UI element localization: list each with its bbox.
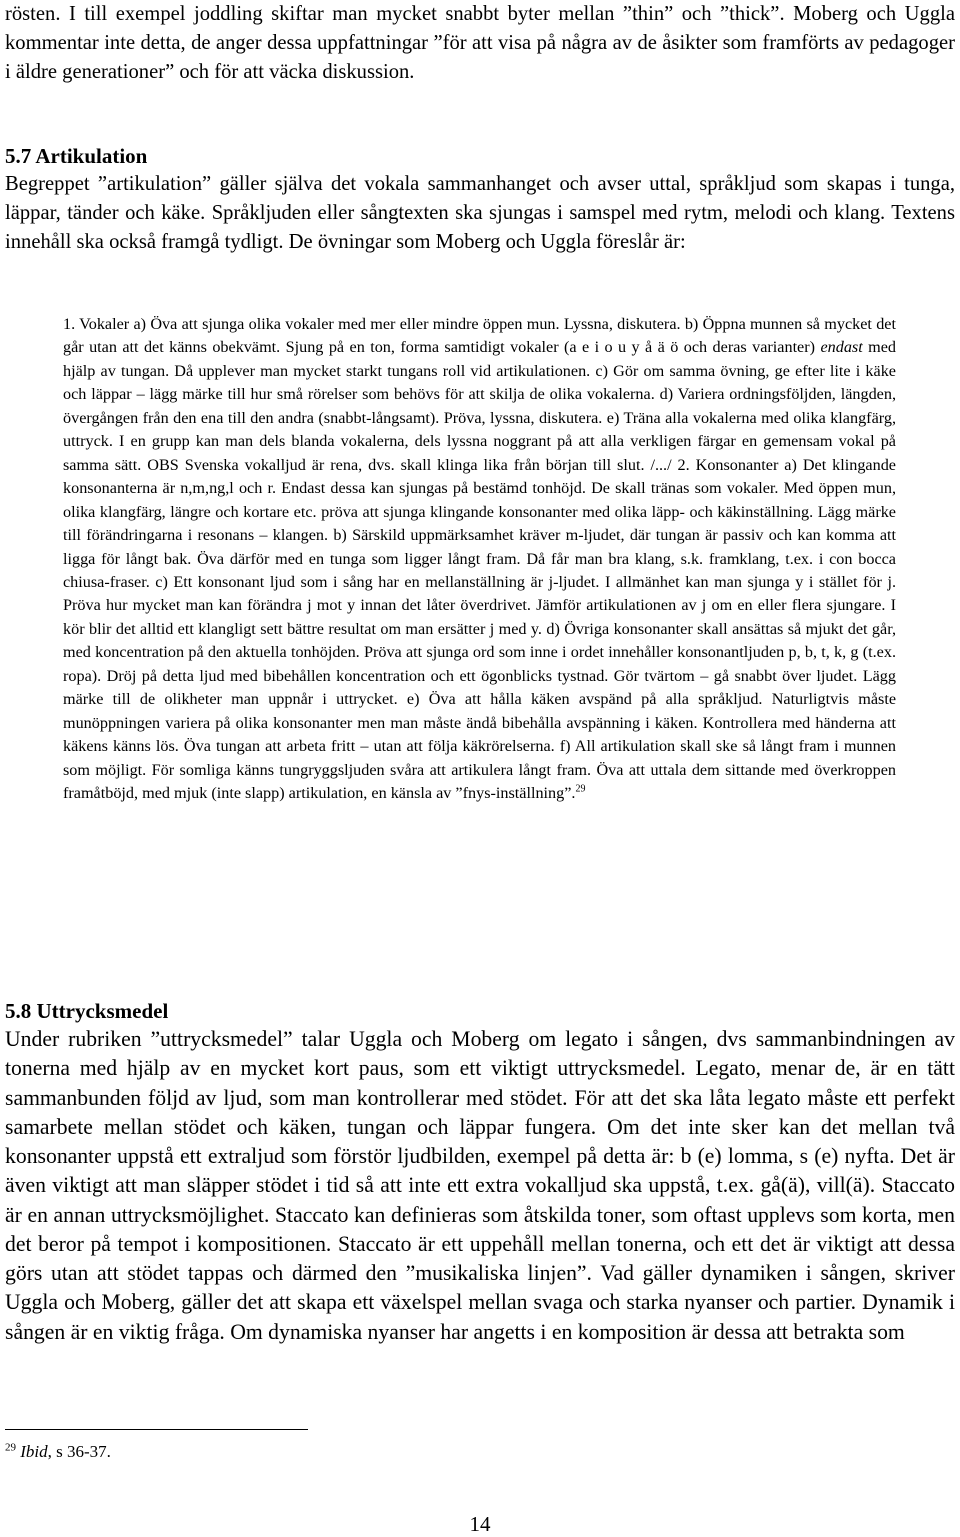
exercises-text-part1: 1. Vokaler a) Öva att sjunga olika vokaler med mer eller mindre öppen mun. Lyssna, diskutera. b) Öppna munnen så mycket det går utan att det känns obekvämt. Sjung på en ton, forma samtidigt vokaler (a e i o u y å ä ö och deras varianter)	[63, 315, 896, 357]
footnote-pages: , s 36-37.	[47, 1442, 111, 1461]
exercises-emphasis: endast	[820, 338, 863, 357]
section-heading-artikulation: 5.7 Artikulation	[5, 144, 148, 168]
exercises-text-part2: med hjälp av tungan. Då upplever man mycket starkt tungans roll vid artikulationen. c) Gör om samma övning, ge efter lite i käke och läppar – lägg märke till hur små rörelser som behövs för att skilja de olika vokalerna. d) Variera ordningsföljden, längden, övergången från den ena till den andra (snabbt-långsamt). Pröva, lyssna, diskutera. e) Träna alla vokalerna med olika klangfärg, uttryck. I en grupp kan man dels blanda vokalerna, dels lyssna noggrant på att alla verkligen färgar en gemensam vokal på samma sätt. OBS Svenska vokalljud är rena, dvs. skall klinga lika från början till slut. /.../ 2. Konsonanter a) Det klingande konsonanterna är n,m,ng,l och r. Endast dessa kan sjungas på bestämd tonhöjd. De skall tränas som vokaler. Med öppen mun, olika klangfärg, längre och kortare etc. pröva att sjunga klingande konsonanter med olika läpp- och käkinställning. Lägg märke till förändringarna i resonans – klangen. b) Särskild uppmärksamhet kräver m-ljudet, där tungan är passiv och kan komma att ligga för långt bak. Öva därför med en tunga som ligger långt fram. Då får man bra klang, s.k. framklang, t.ex. i con bocca chiusa-fraser. c) Ett konsonant ljud som i sång har en mellanställning är j-ljudet. I allmänhet kan man sjunga y i stället för j. Pröva hur mycket man kan förändra j mot y innan det låter överdrivet. Jämför artikulationen av j om en eller flera sjungare. I kör blir det alltid ett klangligt sett bättre resultat om man ersätter j med y. d) Övriga konsonanter skall ansättas så mjukt det går, med koncentration på den aktuella tonhöjden. Pröva att sjunga ord som inne i ordet innehåller konsonantljuden p, b, t, k, g (t.ex. ropa). Dröj på detta ljud med bibehållen koncentration och ett ögonblicks tystnad. Gör tvärtom – gå snabbt över ljudet. Lägg märke till de olikheter man uppnår i uttrycket. e) Öva att hålla käken avspänd på alla språkljud. Naturligtvis måste munöppningen variera på olika konsonanter men man måste ändå bibehålla avspänning i käken. Kontrollera med händerna att käkens känns lös. Öva tungan att arbeta fritt – utan att följa käkrörelserna. f) All artikulation skall ske så långt fram i munnen som möjligt. För somliga känns tungryggsljuden svåra att artikulera långt fram. Öva att uttala dem sittande med överkroppen framåtböjd, med mjuk (inte slapp) artikulation, en känsla av ”fnys-inställning”.	[63, 338, 897, 803]
footnote-number: 29	[5, 1441, 16, 1454]
intro-paragraph: rösten. I till exempel joddling skiftar man mycket snabbt byter mellan ”thin” och ”thick”. Moberg och Uggla kommentar inte detta, de anger dessa uppfattningar ”för att visa på några av de åsikter som framförts av pedagoger i äldre generationer” och för att väcka diskussion.	[5, 3, 955, 83]
exercises-block-quote	[63, 313, 896, 806]
page-number: 14	[469, 1512, 491, 1536]
section-heading-uttrycksmedel: 5.8 Uttrycksmedel	[5, 999, 169, 1023]
footnote-source: Ibid	[20, 1442, 48, 1461]
footnote-reference[interactable]: 29	[575, 783, 586, 795]
artikulation-paragraph: Begreppet ”artikulation” gäller själva det vokala sammanhanget och avser uttal, språkljud som skapas i tunga, läppar, tänder och käke. Språkljuden eller sångtexten ska sjungas i samspel med rytm, melodi och klang. Textens innehåll ska också framgå tydligt. De övningar som Moberg och Uggla föreslår är:	[5, 173, 955, 253]
uttrycksmedel-paragraph: Under rubriken ”uttrycksmedel” talar Uggla och Moberg om legato i sången, dvs sammanbindningen av tonerna med hjälp av en mycket kort paus, som ett viktigt uttrycksmedel. Legato, menar de, är en tätt sammanbunden följd av ljud, som man kontrollerar med stödet. För att det ska låta legato måste ett perfekt samarbete mellan stödet och käken, tungan och läppar fungera. Om det inte sker kan det mellan två konsonanter uppstå ett extraljud som förstör ljudbilden, exempel på detta är: b (e) lomma, s (e) nyfta. Det är även viktigt att man släpper stödet i tid så att inte ett extra vokalljud ska uppstå, t.ex. gå(ä), vill(ä). Staccato är en annan uttrycksmöjlighet. Staccato kan definieras som åtskilda toner, som oftast upplevs som korta, men det beror på tempot i kompositionen. Staccato är ett uppehåll mellan tonerna, och ett det är viktigt att dessa görs utan att stödet tappas och därmed den ”musikaliska linjen”. Vad gäller dynamiken i sången, skriver Uggla och Moberg, gäller det att skapa ett växelspel mellan svaga och starka nyanser och partier. Dynamik i sången är en viktig fråga. Om dynamiska nyanser har angetts i en komposition är dessa att betrakta som	[5, 1027, 955, 1344]
footnote	[5, 1440, 111, 1464]
footnote-divider	[5, 1429, 308, 1430]
